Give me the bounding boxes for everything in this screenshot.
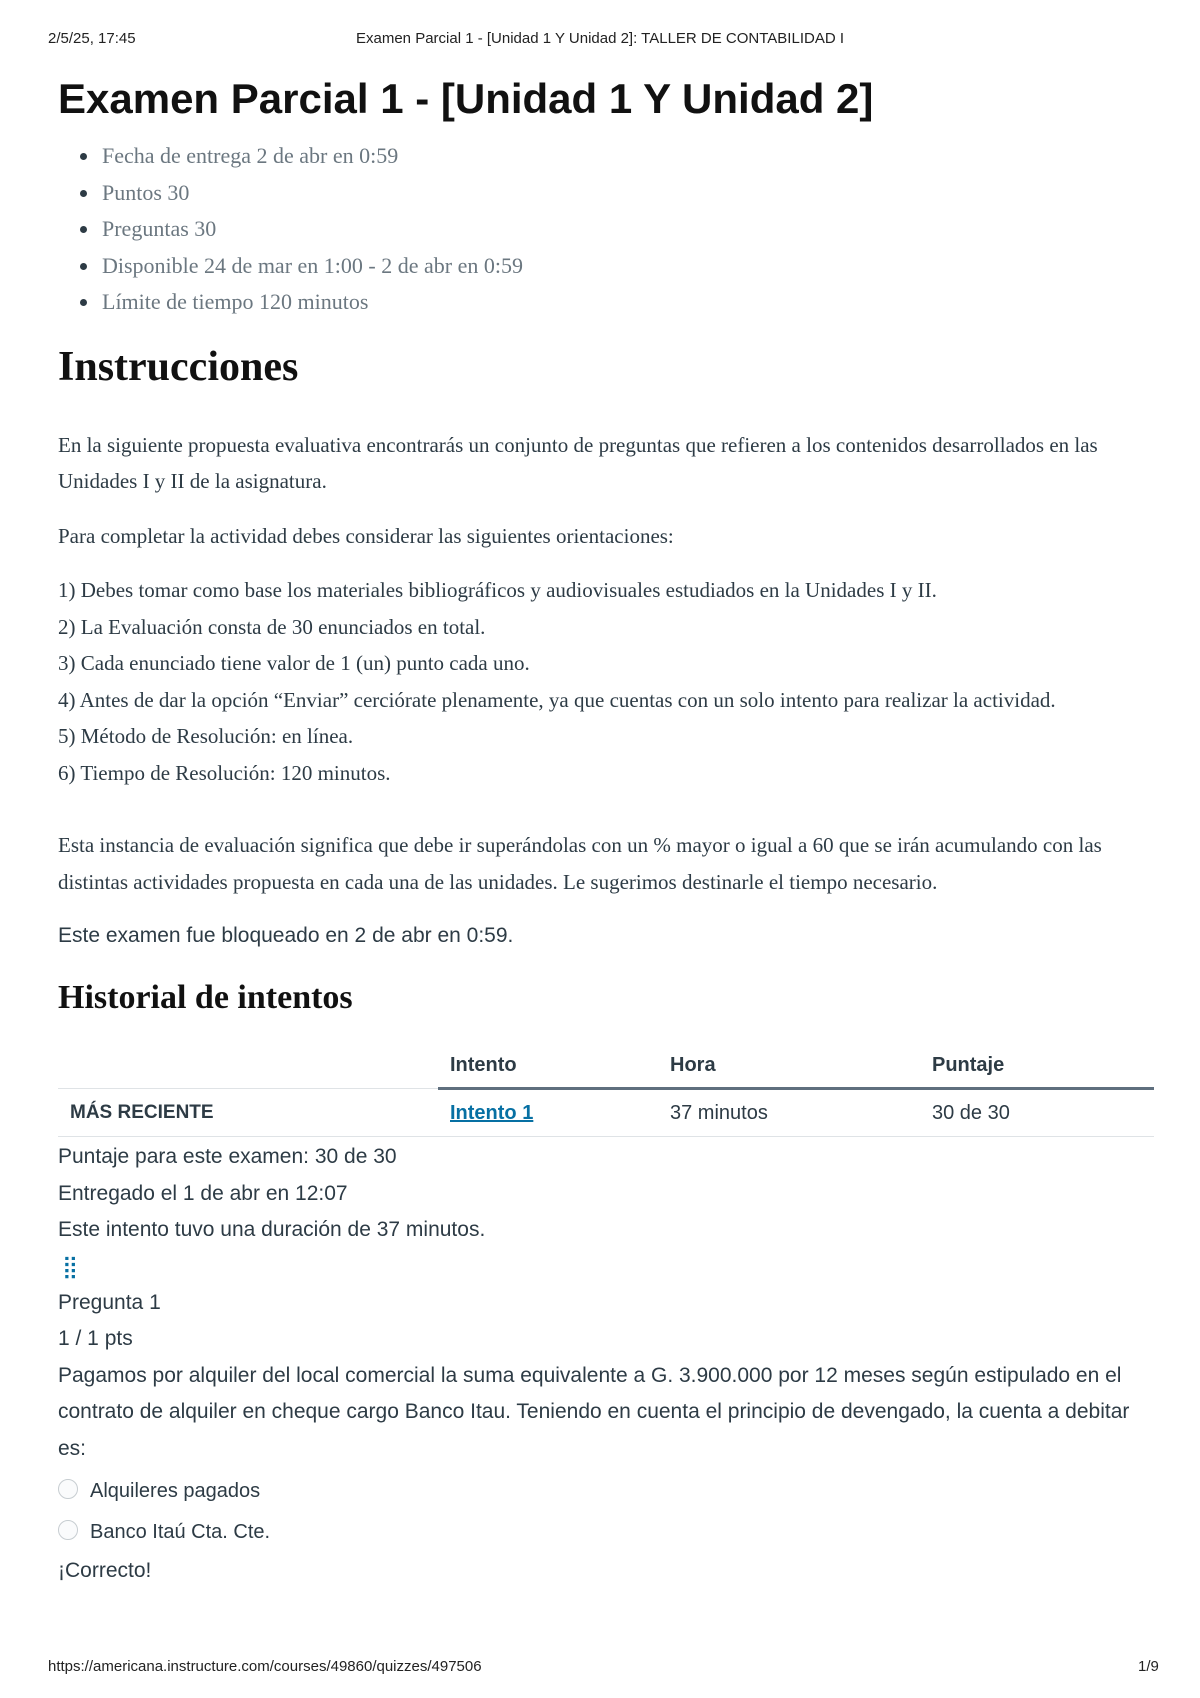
instruction-step: 5) Método de Resolución: en línea. — [58, 724, 354, 748]
table-header-row — [58, 1043, 1154, 1089]
instructions-closing: Esta instancia de evaluación significa que debe ir superándolas con un % mayor o igual a 60 que se irán acumulando con las distintas actividades propuesta en cada una de las unidades. Le sugerimos destinarle el tiempo necesario. — [58, 833, 1102, 894]
attempt-history-table — [58, 1043, 1154, 1137]
instruction-step: 1) Debes tomar como base los materiales bibliográficos y audiovisuales estudiados en la Unidades I y II. — [58, 578, 937, 602]
attempt-score: 30 de 30 — [932, 1089, 1154, 1137]
column-header-attempt: Intento — [438, 1043, 670, 1089]
instructions-intro: En la siguiente propuesta evaluativa encontrarás un conjunto de preguntas que refieren a los contenidos desarrollados en las Unidades I y II de la asignatura. — [58, 432, 1098, 493]
table-row — [58, 1089, 1154, 1137]
radio-button[interactable] — [58, 1479, 78, 1499]
questions-item: Preguntas 30 — [58, 211, 1154, 248]
instruction-step: 4) Antes de dar la opción “Enviar” cerciórate plenamente, ya que cuentas con un solo intento para realizar la actividad. — [58, 687, 1056, 712]
question-block — [58, 1285, 1154, 1468]
answer-label: Banco Itaú Cta. Cte. — [90, 1521, 271, 1543]
attempt-cell — [438, 1089, 670, 1137]
exam-score: Puntaje para este examen: 30 de 30 — [58, 1145, 397, 1168]
answer-label: Alquileres pagados — [90, 1480, 261, 1502]
drag-handle-icon[interactable]: ⣿ — [62, 1253, 79, 1279]
instruction-step: 2) La Evaluación consta de 30 enunciados en total. — [58, 614, 486, 639]
column-header-blank — [58, 1043, 438, 1089]
attempt-summary — [58, 1139, 1154, 1249]
feedback — [58, 1553, 1154, 1590]
answer-list — [58, 1471, 1154, 1553]
instruction-step: 6) Tiempo de Resolución: 120 minutos. — [58, 760, 391, 785]
column-header-time: Hora — [670, 1043, 932, 1089]
print-title: Examen Parcial 1 - [Unidad 1 Y Unidad 2]: TALLER DE CONTABILIDAD I — [356, 30, 844, 47]
submitted-date: Entregado el 1 de abr en 12:07 — [58, 1181, 348, 1205]
attempt-duration: Este intento tuvo una duración de 37 minutos. — [58, 1218, 486, 1241]
print-header — [0, 30, 1200, 50]
radio-button[interactable] — [58, 1520, 78, 1540]
locked-notice: Este examen fue bloqueado en 2 de abr en 0:59. — [58, 924, 514, 947]
attempt-history-heading: Historial de intentos — [58, 979, 353, 1016]
column-header-score: Puntaje — [932, 1043, 1154, 1089]
instructions-heading: Instrucciones — [58, 343, 299, 390]
question-name: Pregunta 1 — [58, 1290, 161, 1314]
points-item: Puntos 30 — [58, 175, 1154, 212]
quiz-details-list — [58, 138, 1154, 321]
answer-option[interactable] — [58, 1512, 1154, 1553]
latest-label: MÁS RECIENTE — [58, 1089, 438, 1137]
instructions-lead: Para completar la actividad debes considerar las siguientes orientaciones: — [58, 523, 674, 548]
print-date: 2/5/25, 17:45 — [48, 30, 136, 47]
attempt-time: 37 minutos — [670, 1089, 932, 1137]
availability-item: Disponible 24 de mar en 1:00 - 2 de abr en 0:59 — [58, 248, 1154, 285]
page-number: 1/9 — [1138, 1658, 1159, 1675]
answer-option[interactable] — [58, 1471, 1154, 1512]
correct-feedback: ¡Correcto! — [58, 1559, 152, 1582]
time-limit-item: Límite de tiempo 120 minutos — [58, 284, 1154, 321]
instruction-step: 3) Cada enunciado tiene valor de 1 (un) punto cada uno. — [58, 651, 530, 675]
question-text: Pagamos por alquiler del local comercial la suma equivalente a G. 3.900.000 por 12 meses según estipulado en el contrato de alquiler en cheque cargo Banco Itau. Teniendo en cuenta el principio de devengado, la cuenta a debitar es: — [58, 1363, 1130, 1460]
page-url: https://americana.instructure.com/courses/49860/quizzes/497506 — [48, 1658, 482, 1675]
due-date-item: Fecha de entrega 2 de abr en 0:59 — [58, 138, 1154, 175]
question-points: 1 / 1 pts — [58, 1327, 133, 1350]
quiz-content — [58, 68, 1154, 1590]
page-title: Examen Parcial 1 - [Unidad 1 Y Unidad 2] — [58, 75, 874, 122]
instructions-steps — [58, 572, 1154, 791]
attempt-link[interactable]: Intento 1 — [450, 1101, 534, 1124]
